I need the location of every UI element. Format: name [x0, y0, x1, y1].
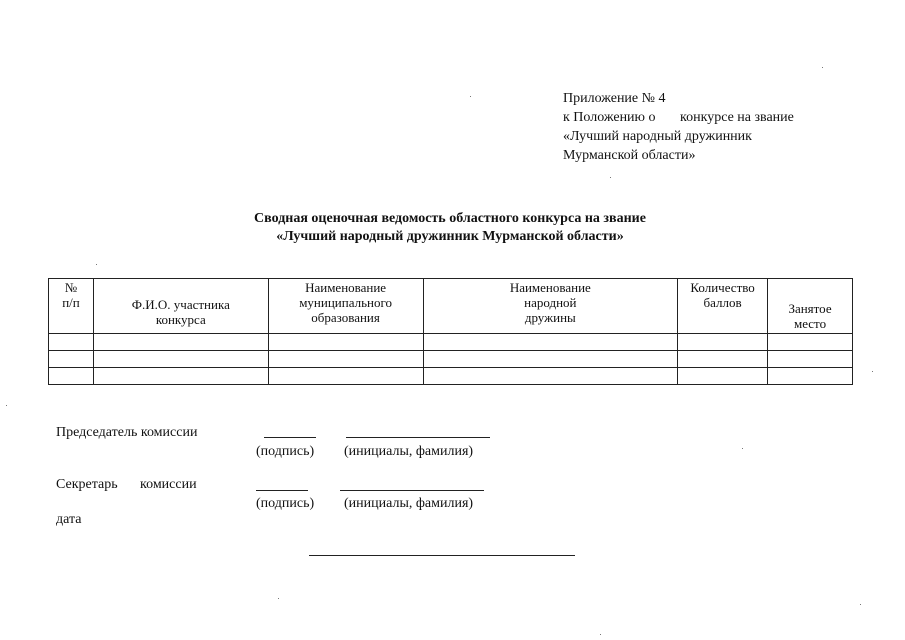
header-municipality — [268, 279, 423, 334]
table-header-row — [49, 279, 853, 334]
secretary-name-caption: (инициалы, фамилия) — [344, 496, 474, 511]
table-cell — [49, 351, 94, 368]
table-cell — [268, 334, 423, 351]
chairman-name-line — [346, 437, 490, 438]
document-title — [200, 210, 700, 246]
table-cell — [93, 368, 268, 385]
date-label: дата — [56, 512, 82, 527]
table-cell — [423, 368, 678, 385]
header-municipality-line-1: Наименование — [305, 280, 387, 295]
appendix-block — [563, 89, 794, 165]
appendix-line-1: Приложение № 4 — [563, 91, 666, 106]
table-cell — [678, 351, 768, 368]
table-cell — [678, 334, 768, 351]
header-place-line-1: Занятое — [788, 301, 832, 316]
chairman-sign-caption: (подпись) — [256, 444, 315, 459]
header-points — [678, 279, 768, 334]
table-cell — [93, 351, 268, 368]
header-points-line-1: Количество — [690, 280, 755, 295]
table-cell — [768, 334, 853, 351]
table-row — [49, 334, 853, 351]
date-line — [309, 555, 575, 556]
header-place — [768, 279, 853, 334]
table-row — [49, 368, 853, 385]
table-cell — [423, 351, 678, 368]
header-squad-line-1: Наименование — [509, 280, 591, 295]
table-cell — [768, 351, 853, 368]
secretary-name-line — [340, 490, 484, 491]
table-row — [49, 351, 853, 368]
chairman-signature-line — [264, 437, 316, 438]
appendix-line-4: Мурманской области» — [563, 148, 696, 163]
header-participant-line-2: конкурса — [155, 312, 206, 327]
appendix-line-2: к Положению о конкурсе на звание — [563, 110, 794, 125]
title-line-1: Сводная оценочная ведомость областного конкурса на звание — [254, 211, 646, 226]
header-place-line-2: место — [793, 316, 827, 331]
scan-speck — [278, 598, 279, 599]
secretary-label-word: Секретарь — [56, 477, 118, 492]
scan-speck — [470, 96, 471, 97]
header-municipality-line-3: образования — [311, 310, 380, 325]
title-line-2: «Лучший народный дружинник Мурманской области» — [276, 229, 624, 244]
table-cell — [49, 368, 94, 385]
table-cell — [678, 368, 768, 385]
table-cell — [93, 334, 268, 351]
scan-speck — [872, 371, 873, 372]
table-cell — [268, 368, 423, 385]
header-squad-name — [423, 279, 678, 334]
scan-speck — [742, 448, 743, 449]
scan-speck — [96, 264, 97, 265]
header-points-line-2: баллов — [703, 295, 742, 310]
header-number-line-2: п/п — [62, 295, 80, 310]
secretary-sign-caption: (подпись) — [256, 496, 315, 511]
table-cell — [49, 334, 94, 351]
chairman-name-caption: (инициалы, фамилия) — [344, 444, 474, 459]
header-squad-line-3: дружины — [524, 310, 576, 325]
header-number-line-1: № — [64, 280, 78, 295]
header-squad-line-2: народной — [524, 295, 577, 310]
scan-speck — [600, 634, 601, 635]
header-municipality-line-2: муниципального — [299, 295, 392, 310]
header-participant-name — [93, 279, 268, 334]
appendix-line-3: «Лучший народный дружинник — [563, 129, 752, 144]
secretary-label-commission: комиссии — [140, 477, 197, 492]
evaluation-table — [48, 278, 853, 385]
chairman-label: Председатель комиссии — [56, 425, 198, 440]
header-number — [49, 279, 94, 334]
scan-speck — [610, 177, 611, 178]
secretary-signature-line — [256, 490, 308, 491]
table-cell — [768, 368, 853, 385]
scan-speck — [6, 405, 7, 406]
header-participant-line-1: Ф.И.О. участника — [131, 297, 230, 312]
table-cell — [423, 334, 678, 351]
scan-speck — [860, 604, 861, 605]
table-cell — [268, 351, 423, 368]
scan-speck — [822, 67, 823, 68]
